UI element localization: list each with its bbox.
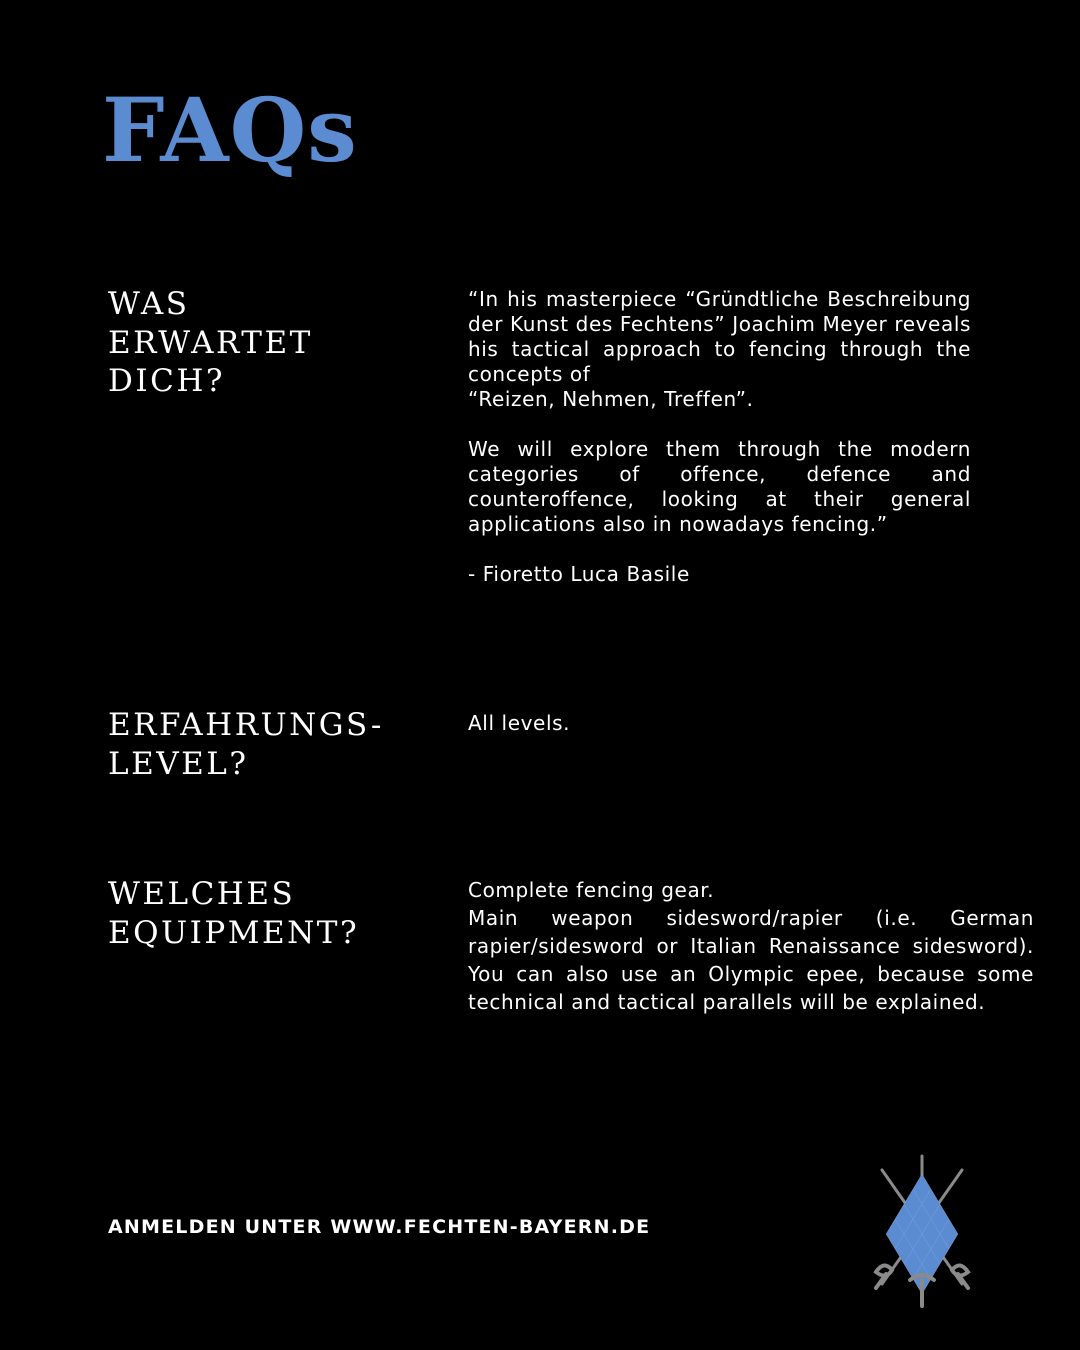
answer-paragraph: Main weapon sidesword/rapier (i.e. German rapier/sidesword or Italian Renaissance sidesword). You can also use an Olympic epee, because some technical and tactical parallels will be explained. [468,906,1034,1014]
page-title: FAQs [102,78,358,182]
faq-question-experience-level [108,706,384,783]
faq-answer-experience-level [468,711,971,736]
answer-paragraph: All levels. [468,711,571,735]
question-line: WAS [108,286,190,322]
faq-answer-expectations [468,287,971,587]
answer-paragraph: Complete fencing gear. [468,878,715,902]
answer-paragraph: “Reizen, Nehmen, Treffen”. [468,387,754,411]
question-line: ERWARTET [108,324,313,361]
answer-paragraph: “In his masterpiece “Gründtliche Beschreibung der Kunst des Fechtens” Joachim Meyer reveals his tactical approach to fencing through the concepts of [468,287,971,386]
faq-question-equipment [108,875,359,952]
question-line: LEVEL? [108,745,249,782]
faq-answer-equipment [468,876,1034,1016]
registration-link[interactable]: ANMELDEN UNTER WWW.FECHTEN-BAYERN.DE [108,1216,651,1238]
question-line: DICH? [108,363,225,399]
bavarian-fencing-crest-icon [862,1152,982,1312]
answer-attribution: - Fioretto Luca Basile [468,562,690,586]
question-line: WELCHES [108,876,296,912]
answer-paragraph: We will explore them through the modern categories of offence, defence and counteroffence, looking at their general applications also in nowadays fencing.” [468,437,971,536]
question-line: EQUIPMENT? [108,914,360,951]
question-line: ERFAHRUNGS- [108,707,384,743]
faq-question-expectations [108,285,313,401]
